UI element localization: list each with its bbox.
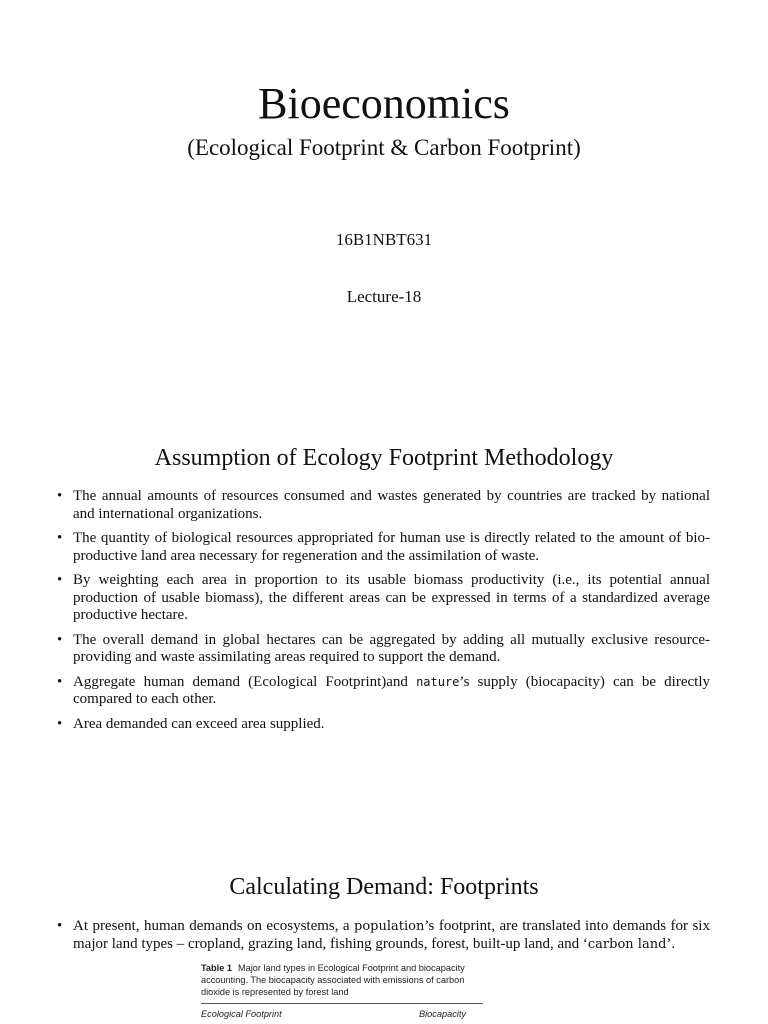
bullet-text-nature: nature bbox=[416, 674, 460, 689]
table-caption-text: Major land types in Ecological Footprint and biocapacity accounting. The biocapacity associated with emissions of carbon dioxide is represented by forest land bbox=[201, 963, 465, 997]
bullet-item: • The annual amounts of resources consumed and wastes generated by countries are tracked by national and international organizations. bbox=[56, 488, 710, 523]
bullet-text-population: population bbox=[354, 919, 425, 934]
bullet-text: ’s supply (biocapacity) can be directly compared to each other. bbox=[73, 673, 710, 707]
slide3-heading: Calculating Demand: Footprints bbox=[229, 874, 539, 900]
slide2-heading: Assumption of Ecology Footprint Methodology bbox=[154, 445, 614, 471]
bullet-item: • Area demanded can exceed area supplied. bbox=[56, 716, 710, 734]
slide2-bullet-list bbox=[56, 488, 710, 740]
bullet-text: ’. bbox=[666, 935, 676, 952]
bullet-text: ’s footprint, are translated into demands for six major land types – cropland, grazing land, fishing grounds, forest, built-up land, and ‘ bbox=[73, 918, 710, 952]
table-label: Table 1 bbox=[201, 963, 232, 973]
bullet-item: • By weighting each area in proportion to its usable biomass productivity (i.e., its potential annual production of usable biomass), the different areas can be expressed in terms of a standardized average productive hectare. bbox=[56, 572, 710, 625]
course-code: 16B1NBT631 bbox=[335, 230, 433, 249]
table-figure bbox=[201, 962, 483, 1020]
bullet-text: Aggregate human demand (Ecological Footprint)and bbox=[73, 673, 417, 690]
bullet-text: At present, human demands on ecosystems, a bbox=[73, 918, 355, 934]
subtitle: (Ecological Footprint & Carbon Footprint) bbox=[187, 135, 581, 160]
table-header-row bbox=[201, 1008, 483, 1020]
table-column-biocapacity: Biocapacity bbox=[419, 1009, 466, 1019]
table-column-footprint: Ecological Footprint bbox=[201, 1009, 282, 1019]
bullet-item: • The quantity of biological resources appropriated for human use is directly related to the amount of bio-productive land area necessary for regeneration and the assimilation of waste. bbox=[56, 530, 710, 565]
title: Bioeconomics bbox=[258, 79, 510, 128]
bullet-text-carbon-land: carbon land bbox=[587, 936, 667, 952]
bullet-item bbox=[56, 918, 710, 953]
bullet-item bbox=[56, 674, 710, 709]
bullet-item: • The overall demand in global hectares can be aggregated by adding all mutually exclusive resource-providing and waste assimilating areas required to support the demand. bbox=[56, 632, 710, 667]
slide3-bullet-list bbox=[56, 918, 710, 960]
table-caption bbox=[201, 962, 483, 998]
table-rule bbox=[201, 1003, 483, 1004]
lecture-number: Lecture-18 bbox=[346, 287, 422, 306]
